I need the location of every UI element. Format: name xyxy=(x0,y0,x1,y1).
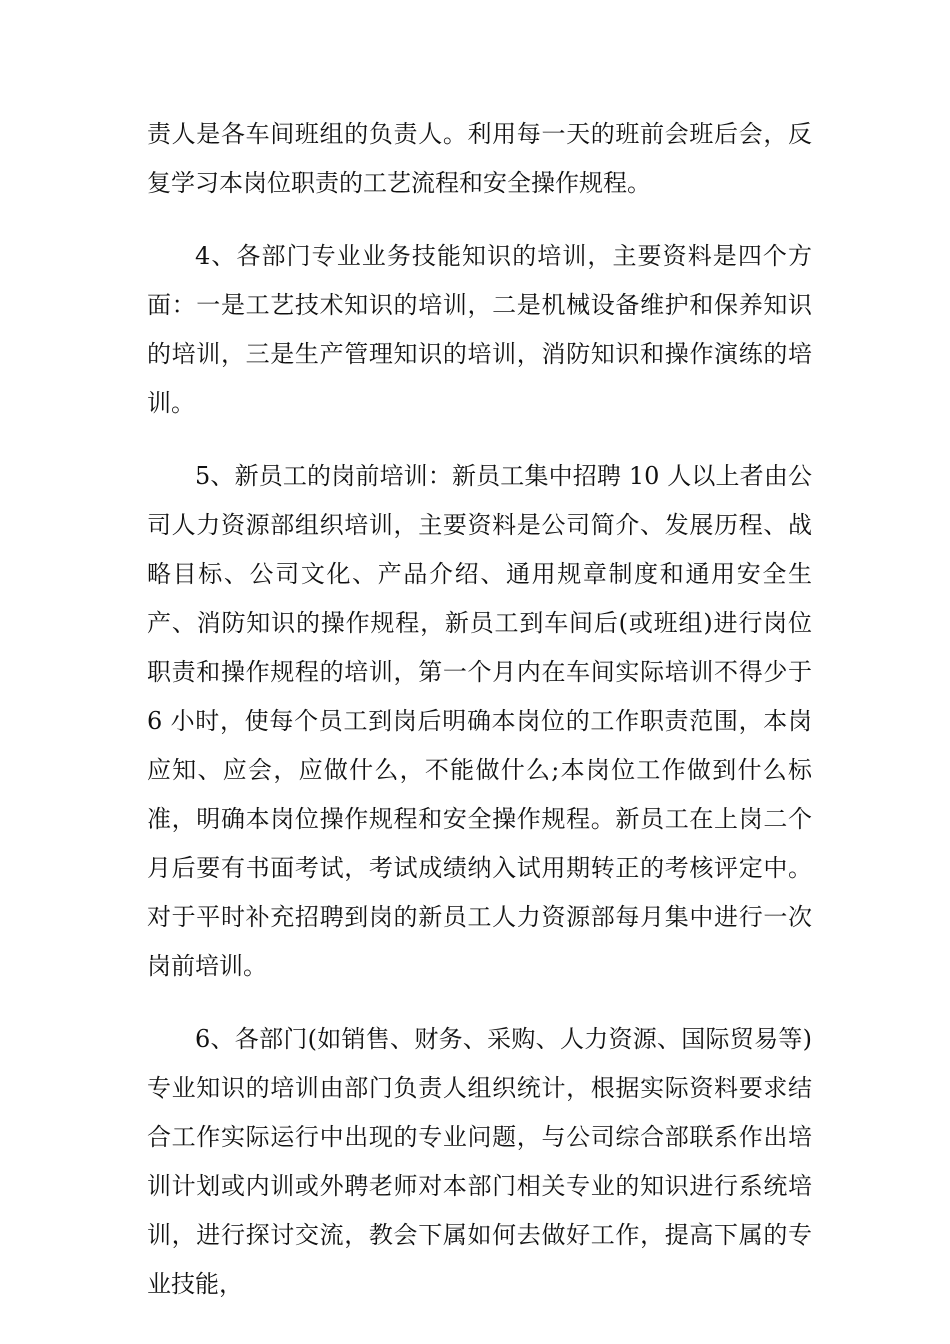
paragraph-continuation: 责人是各车间班组的负责人。利用每一天的班前会班后会，反复学习本岗位职责的工艺流程和安全操作规程。 xyxy=(147,120,812,197)
paragraph-item-6: 6、各部门(如销售、财务、采购、人力资源、国际贸易等)专业知识的培训由部门负责人组织统计，根据实际资料要求结合工作实际运行中出现的专业问题，与公司综合部联系作出培训计划或内训或外聘老师对本部门相关专业的知识进行系统培训，进行探讨交流，教会下属如何去做好工作，提高下属的专业技能， xyxy=(147,1025,812,1298)
document-body xyxy=(147,110,820,1333)
paragraph-item-4: 4、各部门专业业务技能知识的培训，主要资料是四个方面：一是工艺技术知识的培训，二是机械设备维护和保养知识的培训，三是生产管理知识的培训，消防知识和操作演练的培训。 xyxy=(147,242,812,417)
paragraph-item-5: 5、新员工的岗前培训：新员工集中招聘 10 人以上者由公司人力资源部组织培训，主要资料是公司简介、发展历程、战略目标、公司文化、产品介绍、通用规章制度和通用安全生产、消防知识的操作规程，新员工到车间后(或班组)进行岗位职责和操作规程的培训，第一个月内在车间实际培训不得少于 6 小时，使每个员工到岗后明确本岗位的工作职责范围，本岗应知、应会，应做什么，不能做什么;本岗位工作做到什么标准，明确本岗位操作规程和安全操作规程。新员工在上岗二个月后要有书面考试，考试成绩纳入试用期转正的考核评定中。对于平时补充招聘到岗的新员工人力资源部每月集中进行一次岗前培训。 xyxy=(147,462,820,980)
